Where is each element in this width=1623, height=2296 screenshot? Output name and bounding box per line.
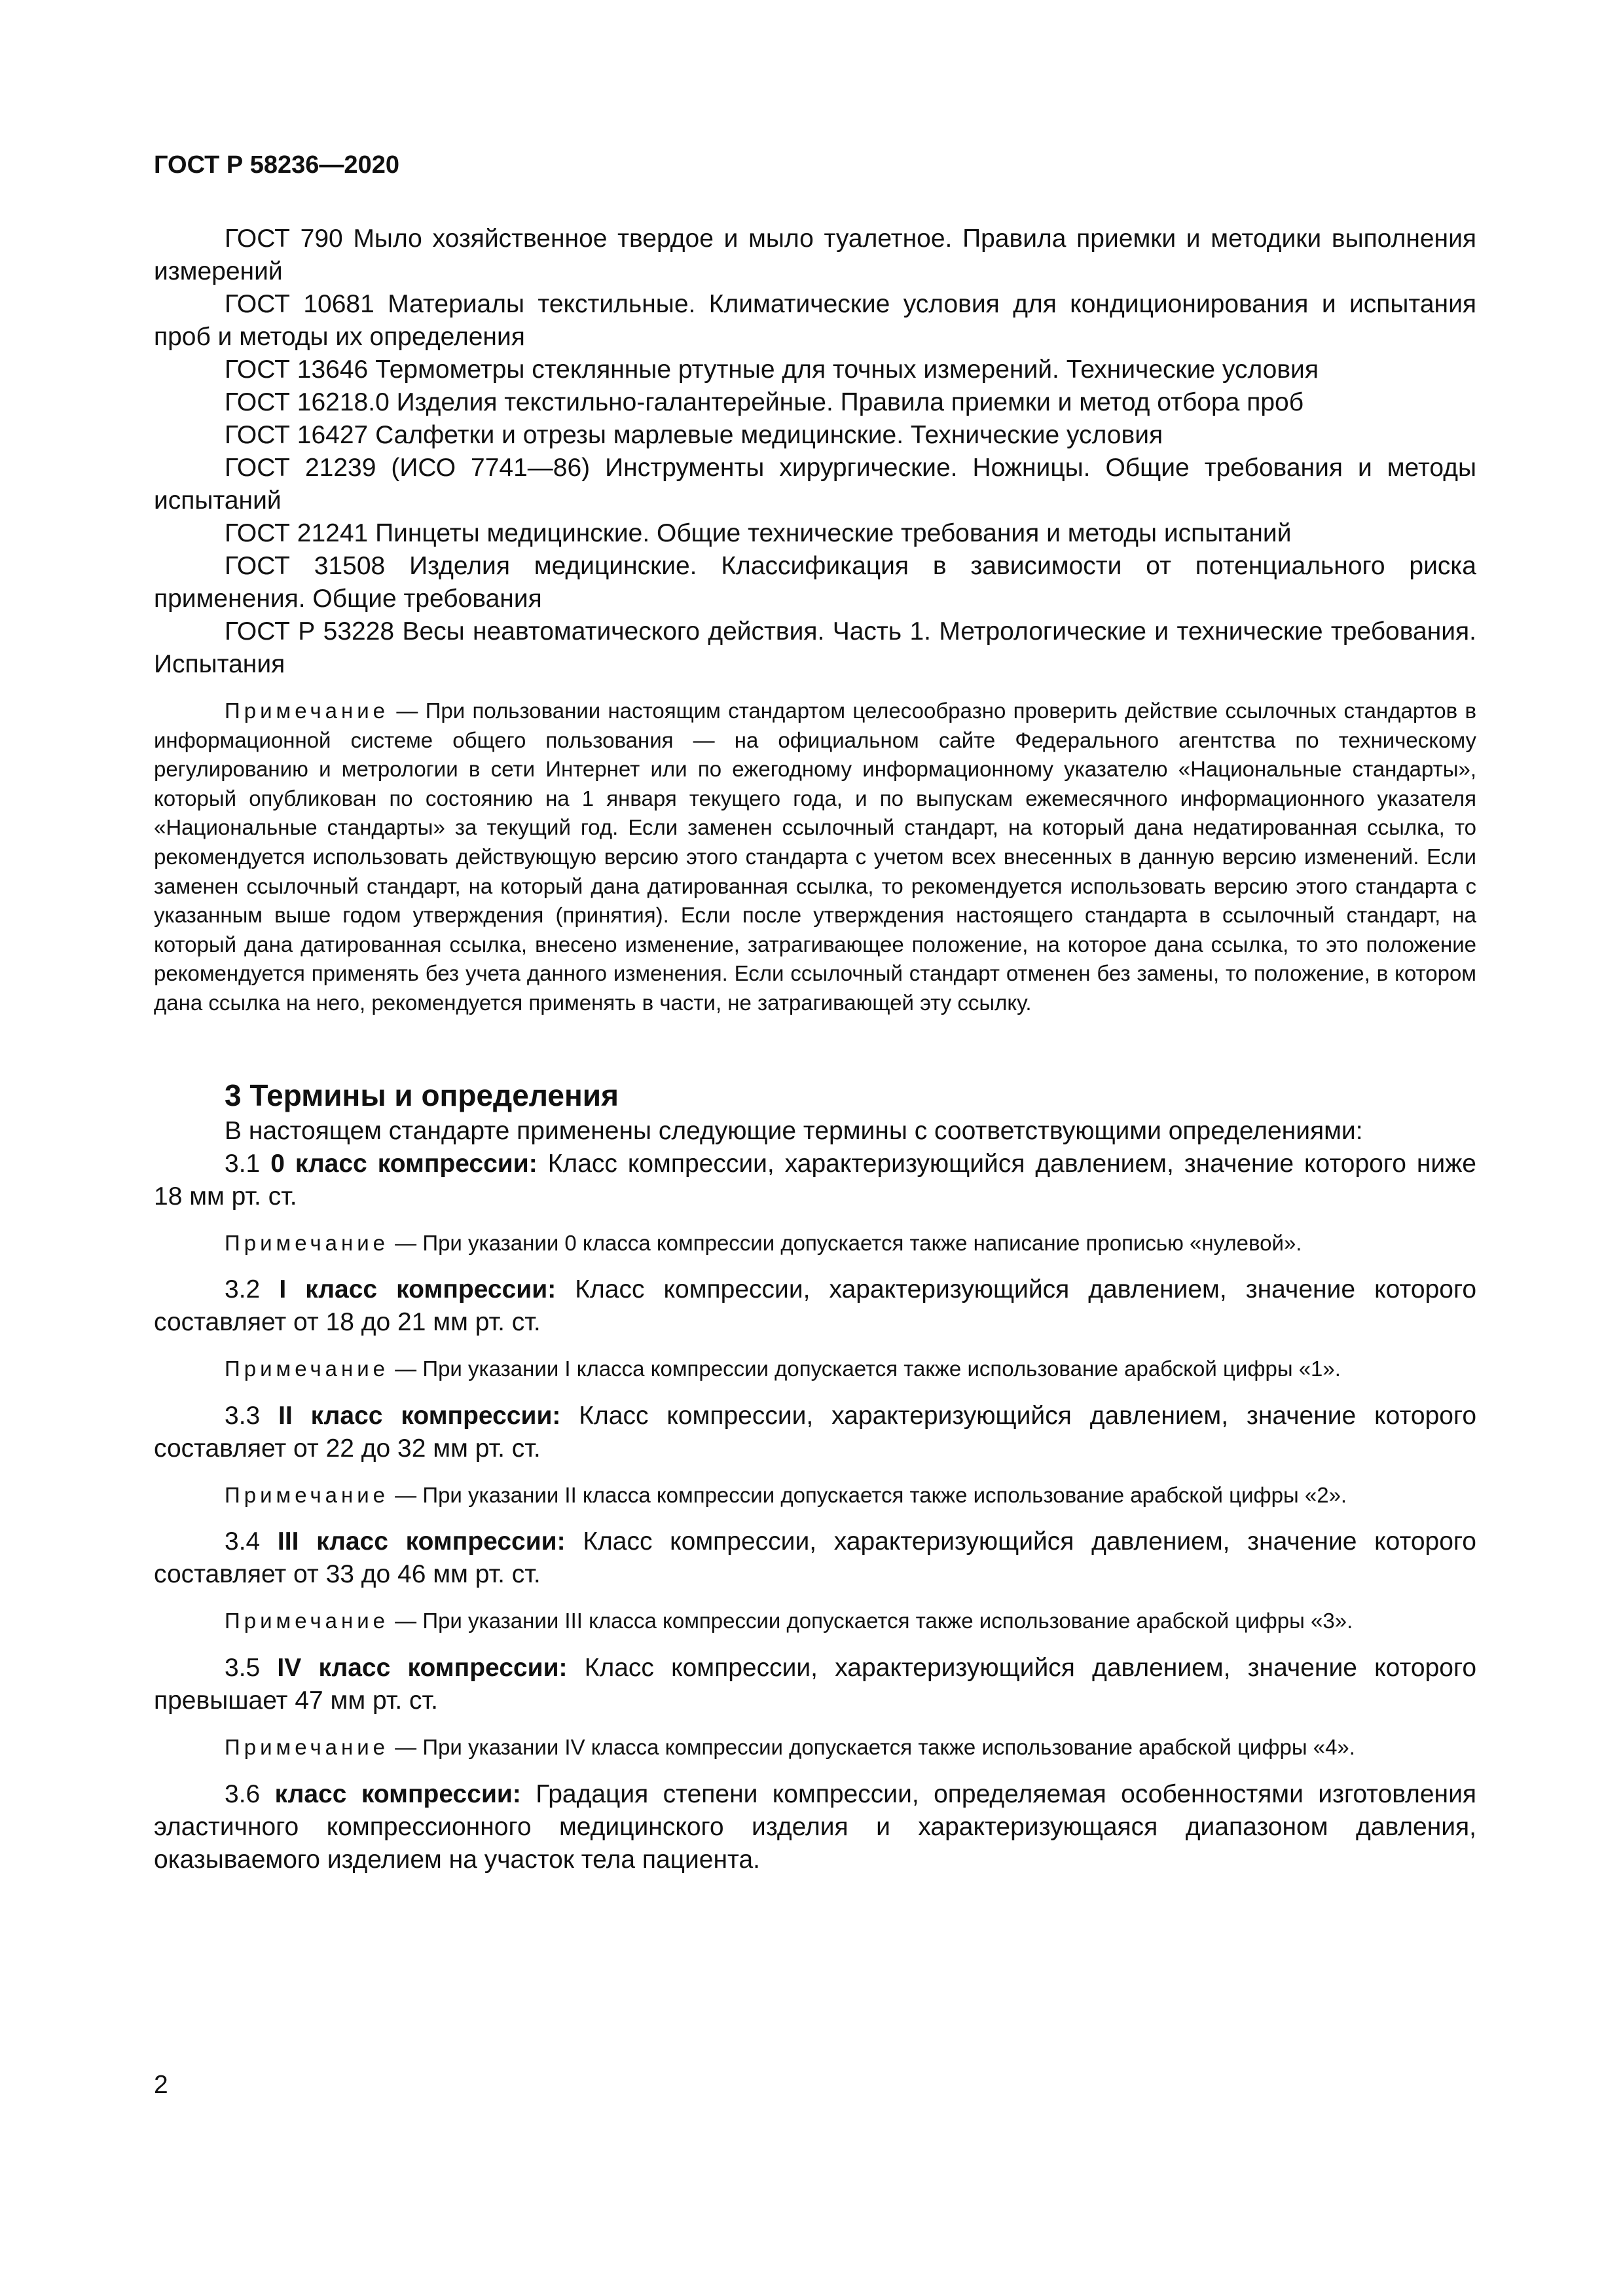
note-label: Примечание (225, 699, 390, 723)
note-text: — При указании I класса компрессии допускается также использование арабской цифры «1». (389, 1357, 1341, 1381)
term-text: Класс компрессии, характеризующийся давлением, значение которого составляет от 33 до 46 мм рт. ст. (154, 1527, 1476, 1589)
reference-item: ГОСТ 21239 (ИСО 7741—86) Инструменты хирургические. Ножницы. Общие требования и методы испытаний (154, 454, 1476, 515)
page-number: 2 (154, 2071, 168, 2099)
section-heading: 3 Термины и определения (225, 1078, 619, 1112)
note-label: Примечание (225, 1609, 390, 1633)
term-definition (154, 1525, 1476, 1591)
reference-item: ГОСТ 21241 Пинцеты медицинские. Общие технические требования и методы испытаний (225, 519, 1292, 547)
reference-item: ГОСТ Р 53228 Весы неавтоматического действия. Часть 1. Метрологические и технические требования. Испытания (154, 617, 1476, 678)
reference-item: ГОСТ 10681 Материалы текстильные. Климатические условия для кондиционирования и испытания проб и методы их определения (154, 290, 1476, 351)
term-text: Градация степени компрессии, определяемая особенностями изготовления эластичного компрессионного медицинского изделия и характеризующаяся диапазоном давления, оказываемого изделием на участок тела пациента. (154, 1779, 1476, 1874)
term-name: III класс компрессии: (277, 1527, 566, 1556)
section-intro: В настоящем стандарте применены следующие термины с соответствующими определениями: (225, 1116, 1363, 1145)
term-name: IV класс компрессии: (277, 1653, 568, 1682)
note-label: Примечание (225, 1230, 390, 1255)
term-note (154, 1607, 1476, 1636)
reference-item: ГОСТ 16427 Салфетки и отрезы марлевые медицинские. Технические условия (225, 421, 1163, 449)
references-list (154, 223, 1476, 681)
document-body (154, 223, 1476, 1876)
note-label: Примечание (225, 1482, 390, 1507)
references-note (154, 697, 1476, 1018)
term-text: Класс компрессии, характеризующийся давлением, значение которого составляет от 22 до 32 мм рт. ст. (154, 1401, 1477, 1463)
note-text: — При указании III класса компрессии допускается также использование арабской цифры «3». (389, 1609, 1353, 1633)
term-number: 3.4 (225, 1527, 278, 1556)
reference-item: ГОСТ 790 Мыло хозяйственное твердое и мыло туалетное. Правила приемки и методики выполнения измерений (154, 225, 1476, 285)
term-note (154, 1355, 1476, 1384)
reference-item: ГОСТ 13646 Термометры стеклянные ртутные для точных измерений. Технические условия (225, 355, 1319, 384)
term-name: II класс компрессии: (278, 1401, 561, 1430)
term-name: I класс компрессии: (279, 1275, 556, 1304)
term-name: класс компрессии: (274, 1779, 521, 1808)
note-label: Примечание (225, 1357, 390, 1381)
term-note (154, 1733, 1476, 1762)
reference-item: ГОСТ 16218.0 Изделия текстильно-галантерейные. Правила приемки и метод отбора проб (225, 388, 1304, 416)
term-definition (154, 1148, 1476, 1213)
term-number: 3.3 (225, 1401, 279, 1430)
term-note (154, 1481, 1476, 1510)
document-header: ГОСТ Р 58236—2020 (154, 151, 399, 179)
term-text: Класс компрессии, характеризующийся давлением, значение которого составляет от 18 до 21 мм рт. ст. (154, 1275, 1477, 1337)
reference-item: ГОСТ 31508 Изделия медицинские. Классификация в зависимости от потенциального риска применения. Общие требования (154, 552, 1476, 613)
note-label: Примечание (225, 1734, 390, 1759)
term-name: 0 класс компрессии: (270, 1149, 538, 1178)
term-text: Класс компрессии, характеризующийся давлением, значение которого ниже 18 мм рт. ст. (154, 1149, 1476, 1211)
term-definition (154, 1400, 1476, 1465)
term-definition (154, 1778, 1476, 1876)
term-number: 3.1 (225, 1149, 271, 1178)
note-text: — При указании IV класса компрессии допускается также использование арабской цифры «4». (389, 1734, 1355, 1759)
term-definition (154, 1652, 1476, 1717)
note-text: — При указании II класса компрессии допускается также использование арабской цифры «2». (389, 1482, 1347, 1507)
note-text: — При пользовании настоящим стандартом целесообразно проверить действие ссылочных стандартов в информационной системе общего пользования — на официальном сайте Федерального агентства по техническому регулированию и метрологии в сети Интернет или по ежегодному информационному указателю «Национальные стандарты», который опубликован по состоянию на 1 января текущего года, и по выпускам ежемесячного информационного указателя «Национальные стандарты» за текущий год. Если заменен ссылочный стандарт, на который дана недатированная ссылка, то рекомендуется использовать действующую версию этого стандарта с учетом всех внесенных в данную версию изменений. Если заменен ссылочный стандарт, на который дана датированная ссылка, то рекомендуется использовать версию этого стандарта с указанным выше годом утверждения (принятия). Если после утверждения настоящего стандарта в ссылочный стандарт, на который дана датированная ссылка, внесено изменение, затрагивающее положение, на которое дана ссылка, то это положение рекомендуется применять без учета данного изменения. Если ссылочный стандарт отменен без замены, то положение, в котором дана ссылка на него, рекомендуется применять в части, не затрагивающей эту ссылку. (154, 699, 1476, 1015)
note-text: — При указании 0 класса компрессии допускается также написание прописью «нулевой». (389, 1230, 1302, 1255)
term-text: Класс компрессии, характеризующийся давлением, значение которого превышает 47 мм рт. ст. (154, 1653, 1477, 1715)
term-note (154, 1229, 1476, 1258)
term-number: 3.2 (225, 1275, 280, 1304)
term-number: 3.5 (225, 1653, 278, 1682)
term-number: 3.6 (225, 1779, 275, 1808)
term-definition (154, 1273, 1476, 1339)
